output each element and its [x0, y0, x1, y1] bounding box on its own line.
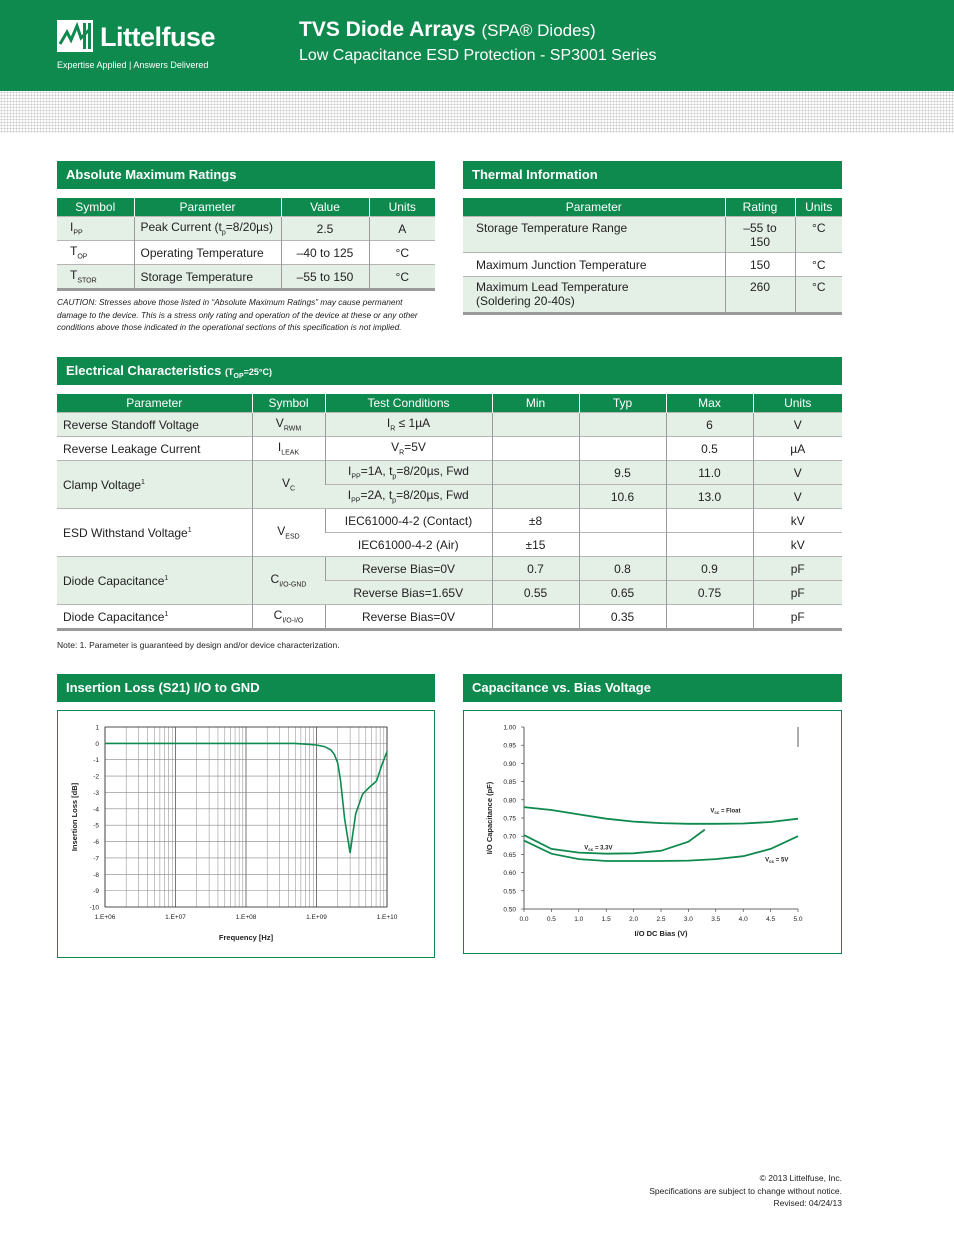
x-axis-label: I/O DC Bias (V) [634, 929, 688, 938]
units-cell: °C [795, 253, 842, 277]
x-tick-label: 2.5 [656, 916, 666, 923]
max-cell [666, 605, 753, 630]
title-main: TVS Diode Arrays [299, 18, 476, 41]
table-header-row [57, 198, 435, 217]
title-tail: (SPA® Diodes) [481, 21, 596, 40]
col-header: Test Conditions [325, 394, 492, 413]
y-tick-label: -1 [93, 757, 99, 765]
min-cell: 0.55 [492, 581, 579, 605]
typ-cell: 0.65 [579, 581, 666, 605]
condition-cell: Reverse Bias=1.65V [325, 581, 492, 605]
col-header: Value [281, 198, 369, 217]
units-cell: pF [753, 557, 842, 581]
typ-cell [579, 437, 666, 461]
symbol-cell: $V_{RWM}$ [252, 413, 325, 437]
capacitance-chart-frame [463, 710, 842, 954]
elec-heading-text: Electrical Characteristics [66, 363, 222, 378]
symbol-cell: $T_{OP}$ [57, 241, 134, 265]
y-axis-label: I/O Capacitance (pF) [485, 781, 494, 855]
condition-cell: IEC61000-4-2 (Contact) [325, 509, 492, 533]
y-tick-label: -10 [89, 904, 99, 912]
symbol-cell: $C_{I/O-GND}$ [252, 557, 325, 605]
col-header: Parameter [463, 198, 725, 217]
table-row [57, 605, 842, 630]
typ-cell: 9.5 [579, 461, 666, 485]
col-header: Units [753, 394, 842, 413]
min-cell [492, 437, 579, 461]
series-label: $V_{cc} = 3.3V$ [584, 845, 613, 853]
parameter-cell: Peak Current $(t_p=8/20\mu s)$ [134, 217, 281, 241]
col-header: Units [795, 198, 842, 217]
condition-cell: $V_R=5V$ [325, 437, 492, 461]
table-header-row [463, 198, 842, 217]
units-cell: V [753, 485, 842, 509]
y-tick-label: 0.85 [503, 779, 516, 787]
col-header: Parameter [57, 394, 252, 413]
series-line [524, 830, 705, 854]
parameter-cell: Diode Capacitance$^1$ [57, 557, 252, 605]
col-header: Min [492, 394, 579, 413]
max-cell: 0.9 [666, 557, 753, 581]
min-cell [492, 485, 579, 509]
thermal-heading: Thermal Information [463, 161, 842, 189]
rating-cell: 150 [725, 253, 795, 277]
table-header-row [57, 394, 842, 413]
parameter-cell: Reverse Standoff Voltage [57, 413, 252, 437]
x-tick-label: 1.E+06 [94, 914, 116, 921]
x-tick-label: 0.0 [519, 916, 529, 923]
y-tick-label: -3 [93, 789, 99, 797]
typ-cell: 0.35 [579, 605, 666, 630]
rating-cell: –55 to 150 [725, 217, 795, 253]
symbol-cell: $V_C$ [252, 461, 325, 509]
y-tick-label: -9 [93, 888, 99, 896]
col-header: Units [369, 198, 435, 217]
amr-table [57, 198, 435, 291]
y-tick-label: 0.75 [503, 815, 516, 823]
symbol-cell: $T_{STOR}$ [57, 265, 134, 290]
series-line [524, 836, 798, 861]
footnote: Note: 1. Parameter is guaranteed by design and/or device characterization. [57, 640, 340, 650]
x-tick-label: 4.0 [738, 916, 748, 923]
x-tick-label: 3.5 [711, 916, 721, 923]
max-cell: 11.0 [666, 461, 753, 485]
x-tick-label: 1.E+09 [306, 914, 327, 921]
max-cell: 0.75 [666, 581, 753, 605]
x-tick-label: 1.5 [601, 916, 611, 923]
units-cell: V [753, 461, 842, 485]
insertion-loss-heading: Insertion Loss (S21) I/O to GND [57, 674, 435, 702]
elec-heading-condition: $(T_{OP}=25^\circ C)$ [225, 367, 272, 380]
x-tick-label: 5.0 [793, 916, 803, 923]
value-cell: 2.5 [281, 217, 369, 241]
units-cell: pF [753, 581, 842, 605]
units-cell: °C [795, 277, 842, 314]
page-header [0, 0, 954, 91]
col-header: Symbol [252, 394, 325, 413]
y-tick-label: 0.60 [503, 870, 516, 878]
symbol-cell: $I_{LEAK}$ [252, 437, 325, 461]
capacitance-heading: Capacitance vs. Bias Voltage [463, 674, 842, 702]
units-cell: kV [753, 533, 842, 557]
table-row [57, 509, 842, 533]
x-tick-label: 1.E+08 [235, 914, 257, 921]
typ-cell [579, 509, 666, 533]
parameter-cell: Diode Capacitance$^1$ [57, 605, 252, 630]
y-tick-label: 1 [95, 724, 99, 732]
table-row [57, 437, 842, 461]
disclaimer: Specifications are subject to change without notice. [649, 1185, 842, 1196]
y-tick-label: -7 [93, 855, 99, 863]
col-header: Max [666, 394, 753, 413]
series-label: $V_{cc}$ = Float [710, 808, 741, 816]
value-cell: –55 to 150 [281, 265, 369, 290]
x-tick-label: 0.5 [546, 916, 556, 923]
amr-heading: Absolute Maximum Ratings [57, 161, 435, 189]
caution-text: CAUTION: Stresses above those listed in “Absolute Maximum Ratings” may cause permanent damage to the device. This is a stress only rating and operation of the device at these or any other conditions above those indicated in the operational sections of this specification is not implied. [57, 297, 418, 332]
table-row [463, 253, 842, 277]
copyright: © 2013 Littelfuse, Inc. [759, 1173, 842, 1183]
typ-cell: 10.6 [579, 485, 666, 509]
units-cell: °C [369, 265, 435, 290]
y-axis-label: Insertion Loss [dB] [70, 782, 79, 852]
condition-cell: IEC61000-4-2 (Air) [325, 533, 492, 557]
max-cell [666, 509, 753, 533]
col-header: Symbol [57, 198, 134, 217]
dot-pattern-band [0, 91, 954, 133]
page-subtitle: Low Capacitance ESD Protection - SP3001 Series [299, 47, 657, 64]
series-line [524, 807, 798, 824]
units-cell: pF [753, 605, 842, 630]
littelfuse-logo-icon [57, 20, 93, 52]
insertion-loss-chart [58, 711, 434, 957]
x-tick-label: 3.0 [683, 916, 693, 923]
parameter-cell: Operating Temperature [134, 241, 281, 265]
parameter-cell: Maximum Junction Temperature [463, 253, 725, 277]
max-cell: 6 [666, 413, 753, 437]
condition-cell: Reverse Bias=0V [325, 605, 492, 630]
parameter-cell: Reverse Leakage Current [57, 437, 252, 461]
min-cell [492, 413, 579, 437]
symbol-cell: $V_{ESD}$ [252, 509, 325, 557]
y-tick-label: 0.95 [503, 742, 516, 750]
table-row [463, 277, 842, 314]
x-tick-label: 4.5 [766, 916, 776, 923]
max-cell [666, 533, 753, 557]
typ-cell: 0.8 [579, 557, 666, 581]
units-cell: V [753, 413, 842, 437]
series-label: $V_{cc} = 5V$ [765, 857, 789, 865]
max-cell: 13.0 [666, 485, 753, 509]
typ-cell [579, 413, 666, 437]
y-tick-label: -8 [93, 871, 99, 879]
col-header: Rating [725, 198, 795, 217]
min-cell: ±15 [492, 533, 579, 557]
y-tick-label: 0.55 [503, 888, 516, 896]
brand-tagline: Expertise Applied | Answers Delivered [57, 60, 209, 70]
table-row [57, 265, 435, 290]
table-row [57, 217, 435, 241]
parameter-cell: Clamp Voltage$^1$ [57, 461, 252, 509]
thermal-table [463, 198, 842, 315]
units-cell: kV [753, 509, 842, 533]
y-tick-label: 0.65 [503, 851, 516, 859]
page-footer [649, 1172, 842, 1210]
y-tick-label: -5 [93, 822, 99, 830]
y-tick-label: -2 [93, 773, 99, 781]
elec-heading [57, 357, 842, 385]
min-cell [492, 461, 579, 485]
table-row [57, 461, 842, 485]
x-tick-label: 1.E+10 [376, 914, 398, 921]
condition-cell: $I_{PP}=1A$, $t_p=8/20\mu s$, Fwd [325, 461, 492, 485]
y-tick-label: 1.00 [503, 724, 516, 732]
y-tick-label: 0.90 [503, 760, 516, 768]
rating-cell: 260 [725, 277, 795, 314]
col-header: Parameter [134, 198, 281, 217]
y-tick-label: 0.50 [503, 906, 516, 914]
y-tick-label: -4 [93, 806, 99, 814]
value-cell: –40 to 125 [281, 241, 369, 265]
condition-cell: $I_{PP}=2A$, $t_p=8/20\mu s$, Fwd [325, 485, 492, 509]
revision-date: Revised: 04/24/13 [773, 1198, 842, 1208]
y-tick-label: 0.70 [503, 833, 516, 841]
units-cell: µA [753, 437, 842, 461]
parameter-cell: Maximum Lead Temperature (Soldering 20-40s) [463, 277, 725, 314]
y-tick-label: 0 [95, 740, 99, 748]
symbol-cell: $I_{PP}$ [57, 217, 134, 241]
insertion-loss-chart-frame [57, 710, 435, 958]
table-row [57, 413, 842, 437]
page-title [299, 18, 596, 42]
capacitance-chart [464, 711, 841, 953]
typ-cell [579, 533, 666, 557]
y-tick-label: -6 [93, 839, 99, 847]
max-cell: 0.5 [666, 437, 753, 461]
x-tick-label: 1.E+07 [165, 914, 186, 921]
units-cell: °C [369, 241, 435, 265]
parameter-cell: Storage Temperature [134, 265, 281, 290]
condition-cell: Reverse Bias=0V [325, 557, 492, 581]
x-tick-label: 2.0 [629, 916, 639, 923]
brand-name: Littelfuse [100, 22, 216, 52]
units-cell: A [369, 217, 435, 241]
parameter-cell: ESD Withstand Voltage$^1$ [57, 509, 252, 557]
x-tick-label: 1.0 [574, 916, 584, 923]
min-cell: ±8 [492, 509, 579, 533]
min-cell [492, 605, 579, 630]
elec-table [57, 394, 842, 631]
symbol-cell: $C_{I/O-I/O}$ [252, 605, 325, 630]
condition-cell: $I_R \le 1\mu A$ [325, 413, 492, 437]
table-row [57, 557, 842, 581]
min-cell: 0.7 [492, 557, 579, 581]
table-row [463, 217, 842, 253]
parameter-cell: Storage Temperature Range [463, 217, 725, 253]
col-header: Typ [579, 394, 666, 413]
x-axis-label: Frequency [Hz] [218, 933, 274, 942]
table-row [57, 241, 435, 265]
units-cell: °C [795, 217, 842, 253]
y-tick-label: 0.80 [503, 797, 516, 805]
